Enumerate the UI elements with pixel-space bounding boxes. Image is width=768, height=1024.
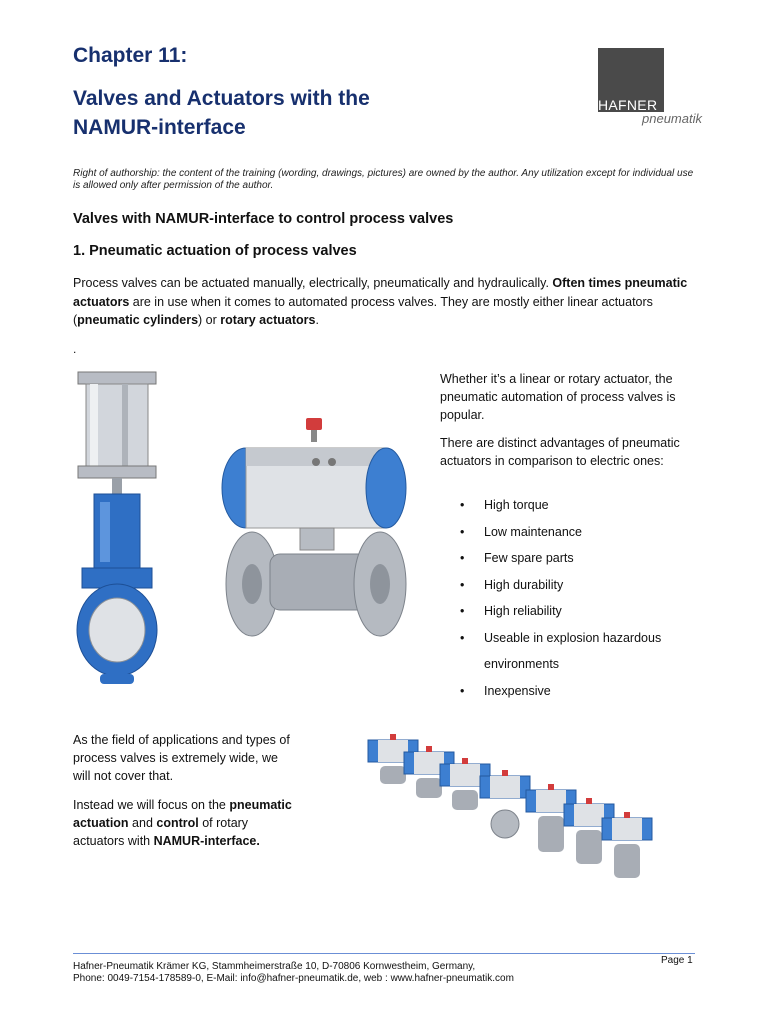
title-line-2: NAMUR-interface	[73, 116, 246, 139]
list-item: • Inexpensive	[440, 678, 710, 705]
knife-gate-valve-image	[72, 368, 162, 690]
rotary-actuator-valve-image	[220, 416, 410, 642]
copyright-notice: Right of authorship: the content of the training (wording, drawings, pictures) are owned by the author. Any utilization except for individual use is allowed only after permission of the author.	[73, 168, 694, 191]
list-item: • Useable in explosion hazardous environments	[440, 625, 710, 678]
chapter-label: Chapter 11:	[73, 44, 188, 67]
list-item: • High torque	[440, 492, 710, 519]
list-item: • High durability	[440, 572, 710, 599]
right-paragraph-1: Whether it’s a linear or rotary actuator, the pneumatic automation of process valves is popular.	[440, 372, 676, 422]
right-paragraph-2: There are distinct advantages of pneumatic actuators in comparison to electric ones:	[440, 436, 680, 468]
logo-name: HAFNER	[598, 97, 658, 113]
intro-paragraph: Process valves can be actuated manually, electrically, pneumatically and hydraulically. Often times pneumatic actuators are in use when it comes to automated process valves. They are mostly either linear actuators (pneumatic cylinders) or rotary actuators.	[73, 276, 688, 327]
title-line-1: Valves and Actuators with the	[73, 87, 370, 110]
left-paragraph-1: As the field of applications and types of process valves is extremely wide, we will not cover that.	[73, 733, 290, 783]
logo-subtitle: pneumatik	[642, 111, 702, 126]
stray-dot: .	[73, 342, 77, 356]
actuator-row-image	[366, 732, 658, 882]
footer-line-2: Phone: 0049-7154-178589-0, E-Mail: info@hafner-pneumatik.de, web : www.hafner-pneumatik.com	[73, 973, 514, 984]
section-heading: Valves with NAMUR-interface to control process valves	[73, 211, 454, 227]
footer-address	[73, 961, 514, 985]
list-item: • High reliability	[440, 598, 710, 625]
footer-divider	[73, 953, 695, 954]
left-paragraph-2: Instead we will focus on the pneumatic actuation and control of rotary actuators with NAMUR-interface.	[73, 798, 292, 848]
subsection-heading: 1. Pneumatic actuation of process valves	[73, 243, 357, 259]
page-number: Page 1	[661, 955, 693, 966]
footer-line-1: Hafner-Pneumatik Krämer KG, Stammheimerstraße 10, D-70806 Kornwestheim, Germany,	[73, 961, 476, 972]
advantages-list	[440, 492, 710, 704]
page-title	[73, 84, 493, 142]
list-item: • Few spare parts	[440, 545, 710, 572]
list-item: • Low maintenance	[440, 519, 710, 546]
